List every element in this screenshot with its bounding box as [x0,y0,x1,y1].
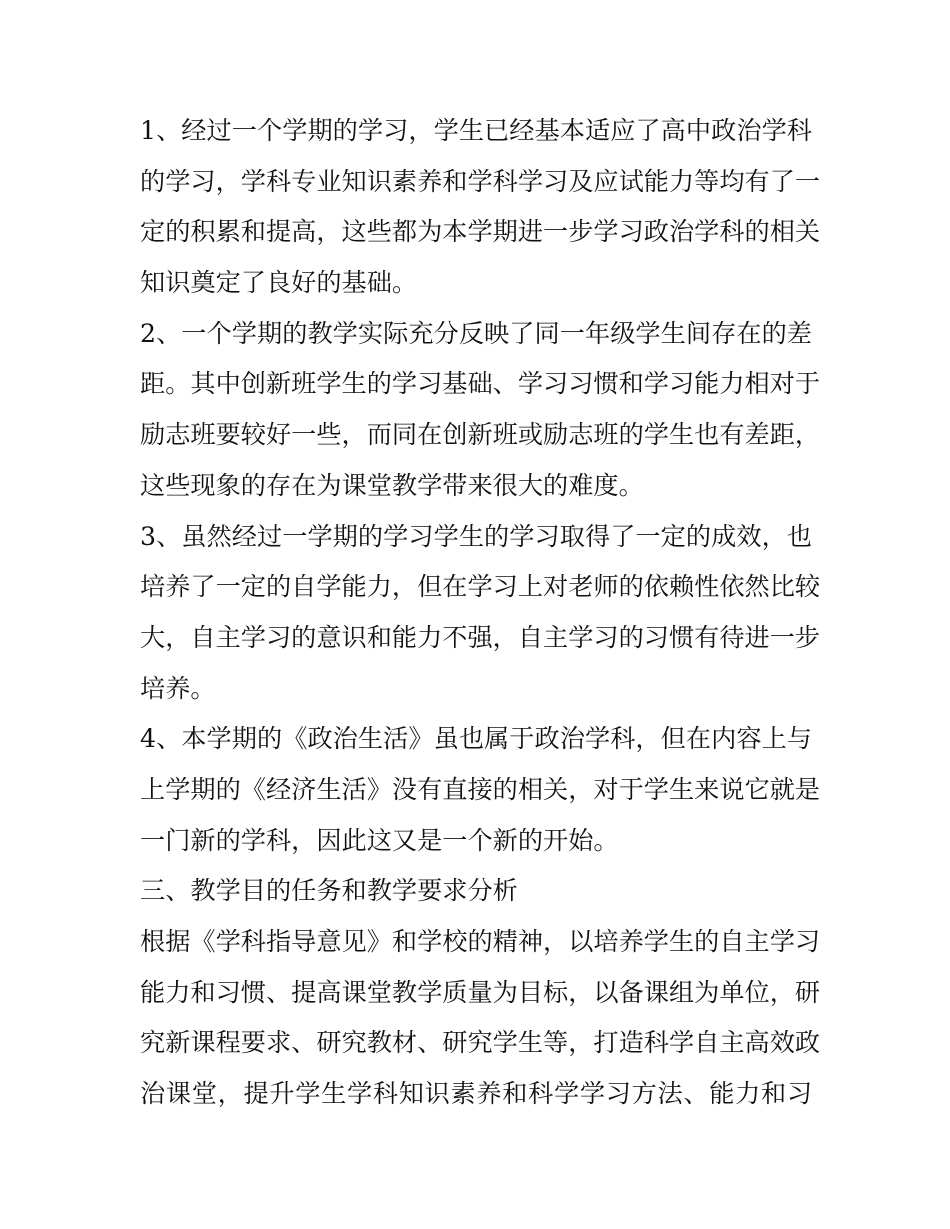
text-line: 根据《学科指导意见》和学校的精神，以培养学生的自主学习 [140,927,821,956]
section-heading: 三、教学目的任务和教学要求分析 [140,876,518,906]
text-line: 究新课程要求、研究教材、研究学生等，打造科学自主高效政 [140,1028,821,1058]
text-line: 定的积累和提高，这些都为本学期进一步学习政治学科的相关 [140,217,821,247]
text-line: 励志班要较好一些，而同在创新班或励志班的学生也有差距， [140,420,821,450]
text-line: 知识奠定了良好的基础。 [140,268,418,298]
text-line: 的学习，学科专业知识素养和学科学习及应试能力等均有了一 [140,166,821,196]
text-line: 1、经过一个学期的学习，学生已经基本适应了高中政治学科 [140,116,812,145]
text-line: 距。其中创新班学生的学习基础、学习习惯和学习能力相对于 [140,369,821,399]
text-line: 大，自主学习的意识和能力不强，自主学习的习惯有待进一步 [140,622,821,652]
document-body [140,106,821,1120]
text-line: 一门新的学科，因此这又是一个新的开始。 [140,825,619,855]
text-line: 治课堂，提升学生学科知识素养和科学学习方法、能力和习 [140,1079,812,1109]
text-line: 能力和习惯、提高课堂教学质量为目标，以备课组为单位，研 [140,977,821,1007]
text-line: 这些现象的存在为课堂教学带来很大的难度。 [140,470,644,500]
text-line: 培养。 [140,673,216,703]
text-line: 上学期的《经济生活》没有直接的相关，对于学生来说它就是 [140,774,821,804]
text-line: 培养了一定的自学能力，但在学习上对老师的依赖性依然比较 [140,572,821,602]
text-line: 3、虽然经过一学期的学习学生的学习取得了一定的成效，也 [140,521,812,551]
text-line: 4、本学期的《政治生活》虽也属于政治学科，但在内容上与 [140,724,812,754]
text-line: 2、一个学期的教学实际充分反映了同一年级学生间存在的差 [140,318,812,348]
